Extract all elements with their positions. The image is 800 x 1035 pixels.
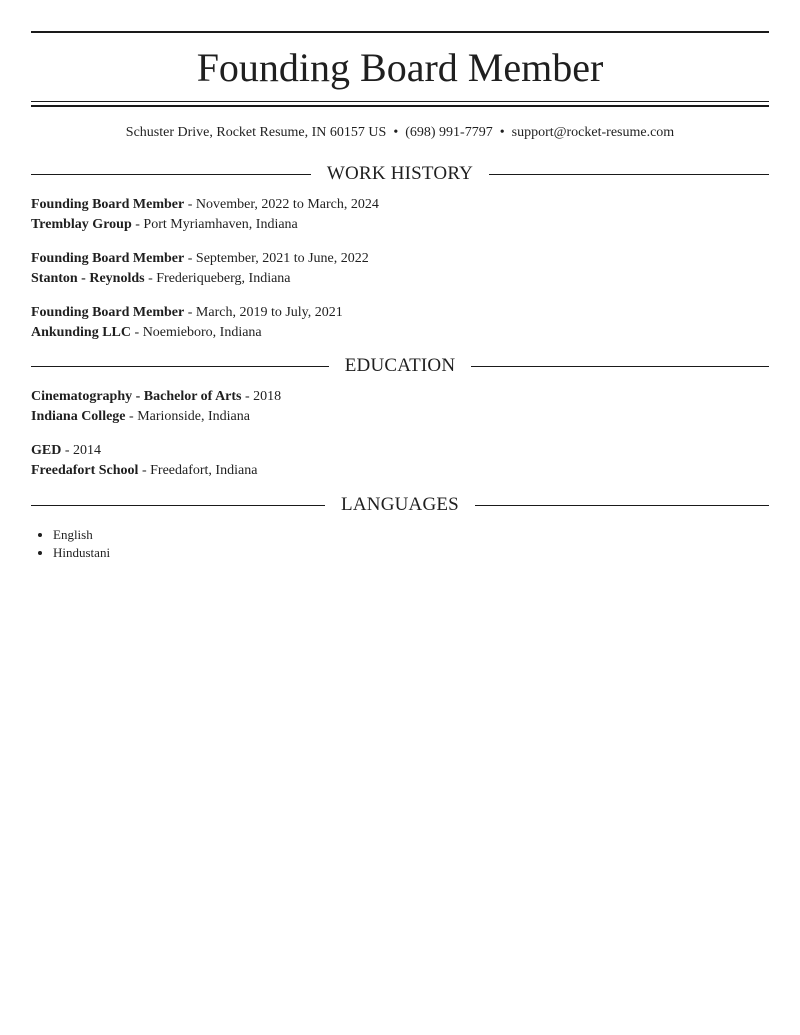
school-location: Marionside, Indiana [137, 409, 250, 424]
job-title: Founding Board Member [31, 251, 185, 266]
company-name: Stanton - Reynolds [31, 271, 145, 286]
bullet-separator: • [393, 125, 399, 140]
heading-rule-left [31, 366, 329, 367]
education-entry-line1: GED - 2014 [31, 443, 102, 458]
school-name: Freedafort School [31, 463, 139, 478]
company-location: Frederiqueberg, Indiana [156, 271, 291, 286]
language-item: • English [53, 526, 110, 544]
company-name: Tremblay Group [31, 217, 132, 232]
degree-name: Cinematography - Bachelor of Arts [31, 389, 242, 404]
company-name: Ankunding LLC [31, 325, 132, 340]
work-entry [31, 249, 769, 289]
work-entry-line1: Founding Board Member - September, 2021 to June, 2022 [31, 251, 369, 266]
resume-name: Founding Board Member [196, 45, 604, 90]
languages-list [31, 526, 110, 562]
education-entry-line1: Cinematography - Bachelor of Arts - 2018 [31, 389, 282, 404]
job-dates: March, 2019 to July, 2021 [195, 305, 343, 320]
job-title: Founding Board Member [31, 197, 185, 212]
job-dates: September, 2021 to June, 2022 [195, 251, 369, 266]
work-entry [31, 303, 769, 343]
languages-title: LANGUAGES [341, 494, 459, 515]
top-rule [31, 31, 769, 33]
header-double-rule [31, 101, 769, 107]
education-title: EDUCATION [344, 355, 456, 376]
work-entry-line1: Founding Board Member - March, 2019 to July, 2021 [31, 305, 343, 320]
job-title: Founding Board Member [31, 305, 185, 320]
degree-year: 2014 [73, 443, 102, 458]
company-location: Noemieboro, Indiana [142, 325, 262, 340]
language-item: • Hindustani [53, 544, 110, 562]
heading-rule-right [489, 174, 769, 175]
contact-address: Schuster Drive, Rocket Resume, IN 60157 US [125, 125, 387, 140]
education-entry [31, 387, 769, 427]
education-heading [31, 355, 769, 377]
school-name: Indiana College [31, 409, 126, 424]
bullet-separator: • [499, 125, 505, 140]
company-location: Port Myriamhaven, Indiana [143, 217, 298, 232]
contact-line [31, 124, 769, 142]
work-entry-line2: Stanton - Reynolds - Frederiqueberg, Indiana [31, 271, 291, 286]
job-dates: November, 2022 to March, 2024 [195, 197, 379, 212]
contact-phone: (698) 991-7797 [405, 125, 493, 140]
languages-heading [31, 494, 769, 516]
contact-email: support@rocket-resume.com [511, 125, 675, 140]
work-entry [31, 195, 769, 235]
degree-year: 2018 [253, 389, 282, 404]
education-entry-line2: Freedafort School - Freedafort, Indiana [31, 463, 258, 478]
education-entry-line2: Indiana College - Marionside, Indiana [31, 409, 250, 424]
heading-rule-right [475, 505, 769, 506]
work-entry-line2: Ankunding LLC - Noemieboro, Indiana [31, 325, 262, 340]
work-entry-line1: Founding Board Member - November, 2022 to March, 2024 [31, 197, 379, 212]
work-entry-line2: Tremblay Group - Port Myriamhaven, Indiana [31, 217, 298, 232]
heading-rule-left [31, 505, 325, 506]
heading-rule-left [31, 174, 311, 175]
degree-name: GED [31, 443, 62, 458]
education-entry [31, 441, 769, 481]
work-history-heading [31, 163, 769, 185]
heading-rule-right [471, 366, 769, 367]
work-history-title: WORK HISTORY [326, 163, 474, 184]
school-location: Freedafort, Indiana [150, 463, 258, 478]
